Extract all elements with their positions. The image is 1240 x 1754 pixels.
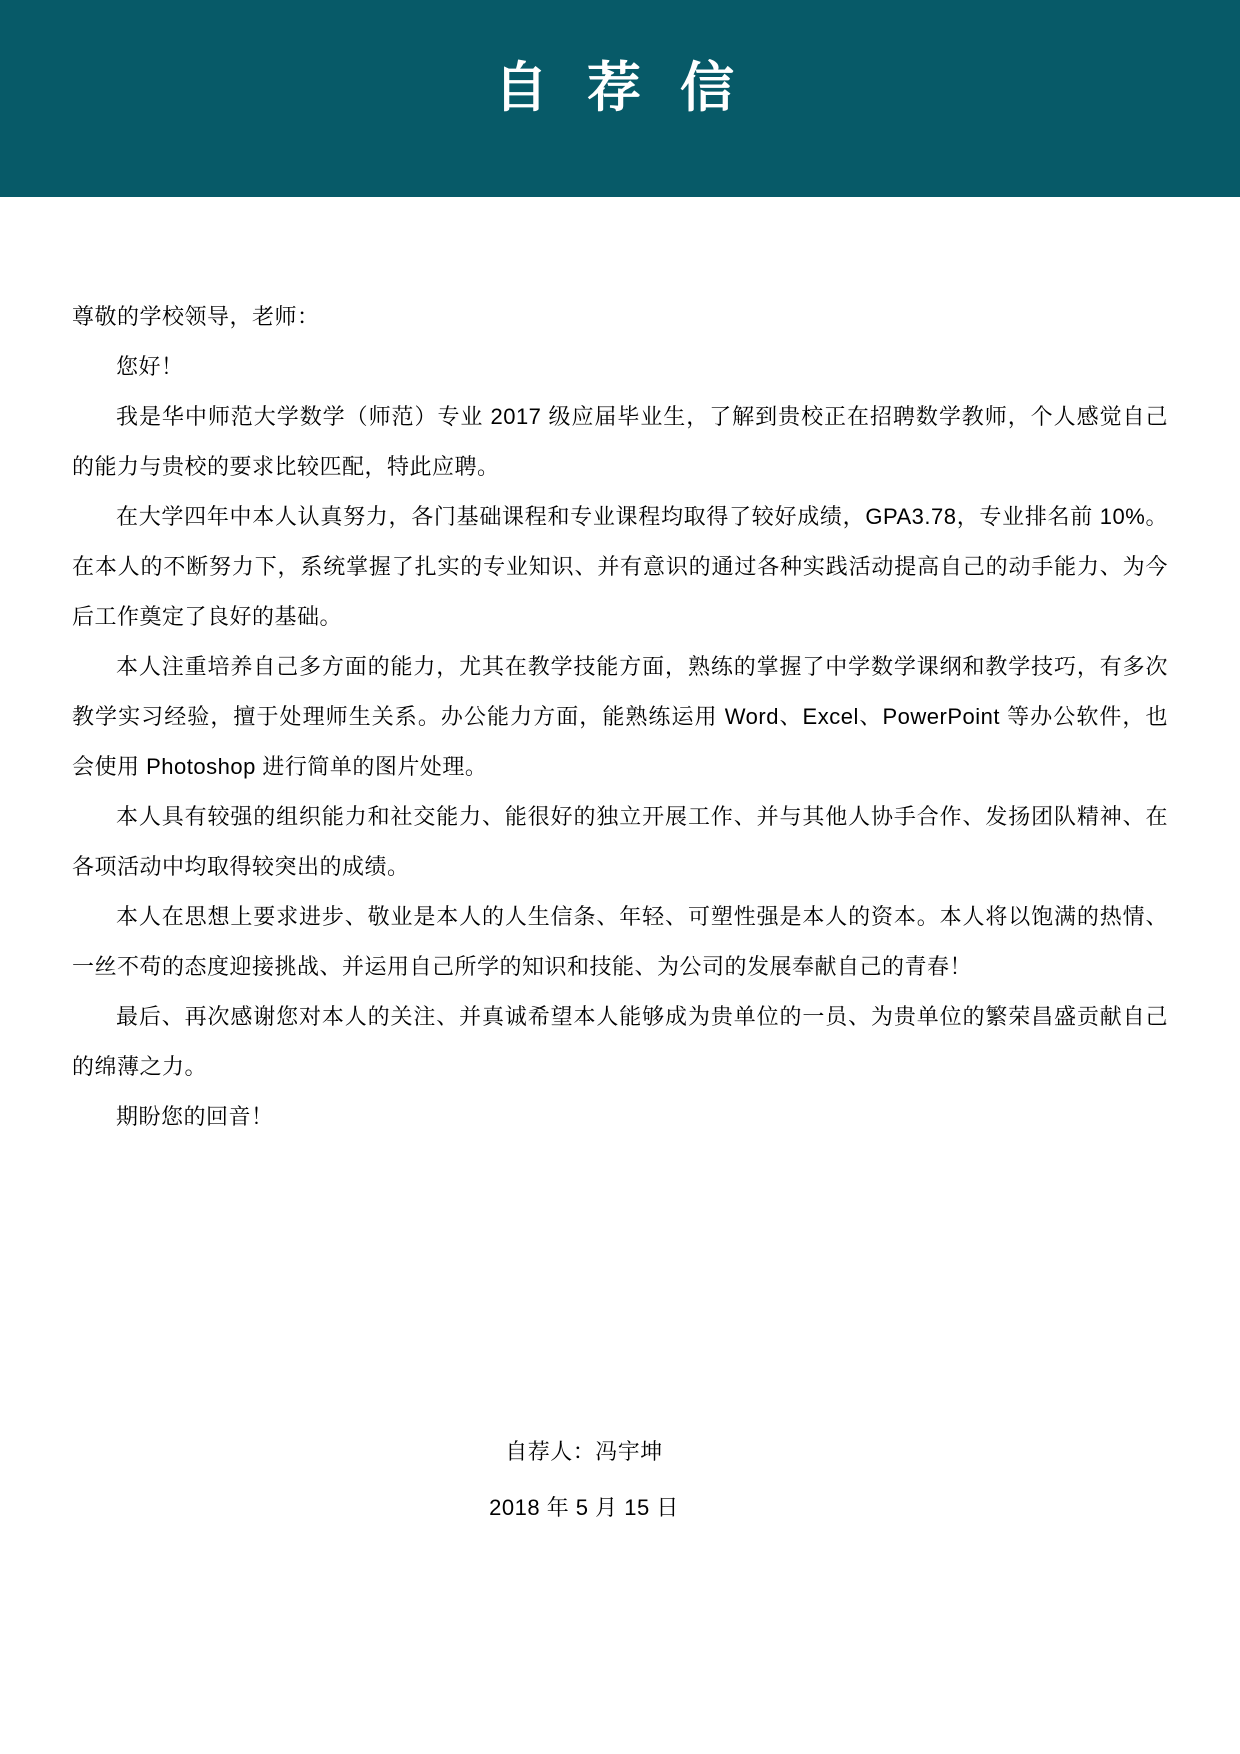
- paragraph-attitude: 本人在思想上要求进步、敬业是本人的人生信条、年轻、可塑性强是本人的资本。本人将以饱满的热情、一丝不苟的态度迎接挑战、并运用自己所学的知识和技能、为公司的发展奉献自己的青春！: [72, 904, 1168, 979]
- paragraph-intro: 我是华中师范大学数学（师范）专业 2017 级应届毕业生，了解到贵校正在招聘数学教师，个人感觉自己的能力与贵校的要求比较匹配，特此应聘。: [72, 404, 1168, 479]
- paragraph-thanks: 最后、再次感谢您对本人的关注、并真诚希望本人能够成为贵单位的一员、为贵单位的繁荣昌盛贡献自己的绵薄之力。: [72, 1004, 1168, 1079]
- paragraph-closing: 期盼您的回音！: [116, 1104, 274, 1129]
- salutation: 尊敬的学校领导，老师：: [72, 304, 320, 329]
- paragraph-teamwork: 本人具有较强的组织能力和社交能力、能很好的独立开展工作、并与其他人协手合作、发扬团队精神、在各项活动中均取得较突出的成绩。: [72, 804, 1168, 879]
- signature-block: [36, 1424, 1132, 1536]
- paragraph-academics: 在大学四年中本人认真努力，各门基础课程和专业课程均取得了较好成绩，GPA3.78，专业排名前 10%。在本人的不断努力下，系统掌握了扎实的专业知识、并有意识的通过各种实践活动提高自己的动手能力、为今后工作奠定了良好的基础。: [72, 504, 1168, 629]
- paragraph-skills: 本人注重培养自己多方面的能力，尤其在教学技能方面，熟练的掌握了中学数学课纲和教学技巧，有多次教学实习经验，擅于处理师生关系。办公能力方面，能熟练运用 Word、Excel、PowerPoint 等办公软件，也会使用 Photoshop 进行简单的图片处理。: [72, 654, 1168, 779]
- letter-title: 自 荐 信: [493, 58, 746, 118]
- signature-signer: 自荐人：冯宇坤: [505, 1439, 663, 1464]
- letter-body: [0, 197, 1240, 1536]
- letter-header-band: [0, 0, 1240, 197]
- paragraph-greeting: 您好！: [116, 354, 184, 379]
- signature-date: 2018 年 5 月 15 日: [489, 1495, 679, 1520]
